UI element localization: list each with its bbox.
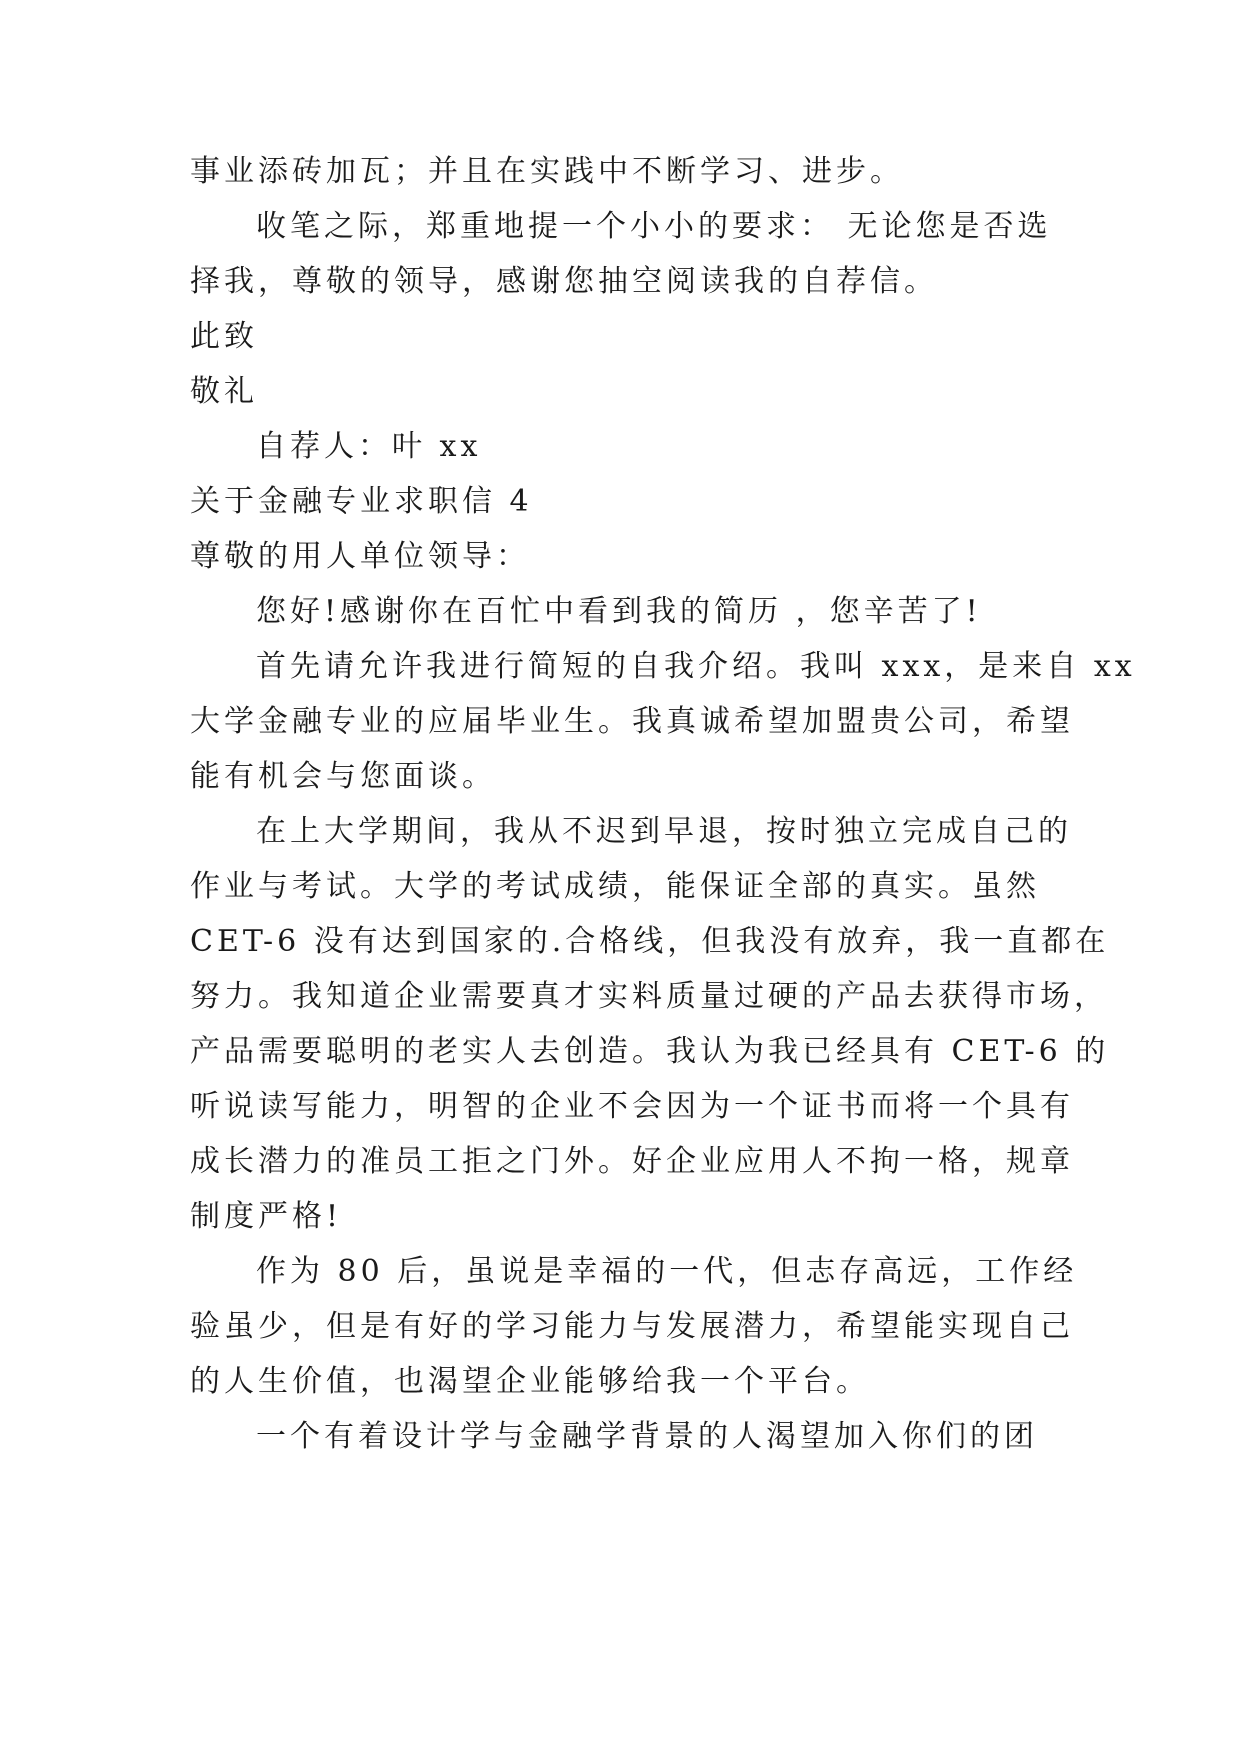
text-line: CET-6 没有达到国家的.合格线，但我没有放弃，我一直都在 <box>190 924 1110 959</box>
text-line: 敬礼 <box>190 374 258 409</box>
text-line: 作业与考试。大学的考试成绩，能保证全部的真实。虽然 <box>190 869 1040 904</box>
salutation: 尊敬的用人单位领导： <box>190 539 530 574</box>
text-line: 作为 80 后，虽说是幸福的一代，但志存高远，工作经 <box>256 1254 1078 1289</box>
section-title: 关于金融专业求职信 4 <box>190 484 533 519</box>
text-line: 制度严格! <box>190 1199 343 1234</box>
text-line: 能有机会与您面谈。 <box>190 759 496 794</box>
text-line: 成长潜力的准员工拒之门外。好企业应用人不拘一格，规章 <box>190 1144 1074 1179</box>
text-line: 在上大学期间，我从不迟到早退，按时独立完成自己的 <box>256 814 1072 849</box>
text-line: 事业添砖加瓦；并且在实践中不断学习、进步。 <box>190 154 904 189</box>
signature-line: 自荐人：叶 xx <box>256 429 482 464</box>
text-line: 努力。我知道企业需要真才实料质量过硬的产品去获得市场， <box>190 979 1108 1014</box>
text-line: 择我，尊敬的领导，感谢您抽空阅读我的自荐信。 <box>190 264 938 299</box>
text-line: 收笔之际，郑重地提一个小小的要求： 无论您是否选 <box>256 209 1052 244</box>
text-line: 一个有着设计学与金融学背景的人渴望加入你们的团 <box>256 1419 1038 1454</box>
text-line: 验虽少，但是有好的学习能力与发展潜力，希望能实现自己 <box>190 1309 1074 1344</box>
text-line: 产品需要聪明的老实人去创造。我认为我已经具有 CET-6 的 <box>190 1034 1110 1069</box>
text-line: 您好!感谢你在百忙中看到我的简历 ，您辛苦了! <box>256 594 982 629</box>
text-line: 此致 <box>190 319 258 354</box>
text-line: 的人生价值，也渴望企业能够给我一个平台。 <box>190 1364 870 1399</box>
text-line: 首先请允许我进行简短的自我介绍。我叫 xxx，是来自 xx <box>256 649 1136 684</box>
text-line: 听说读写能力，明智的企业不会因为一个证书而将一个具有 <box>190 1089 1074 1124</box>
text-line: 大学金融专业的应届毕业生。我真诚希望加盟贵公司，希望 <box>190 704 1074 739</box>
